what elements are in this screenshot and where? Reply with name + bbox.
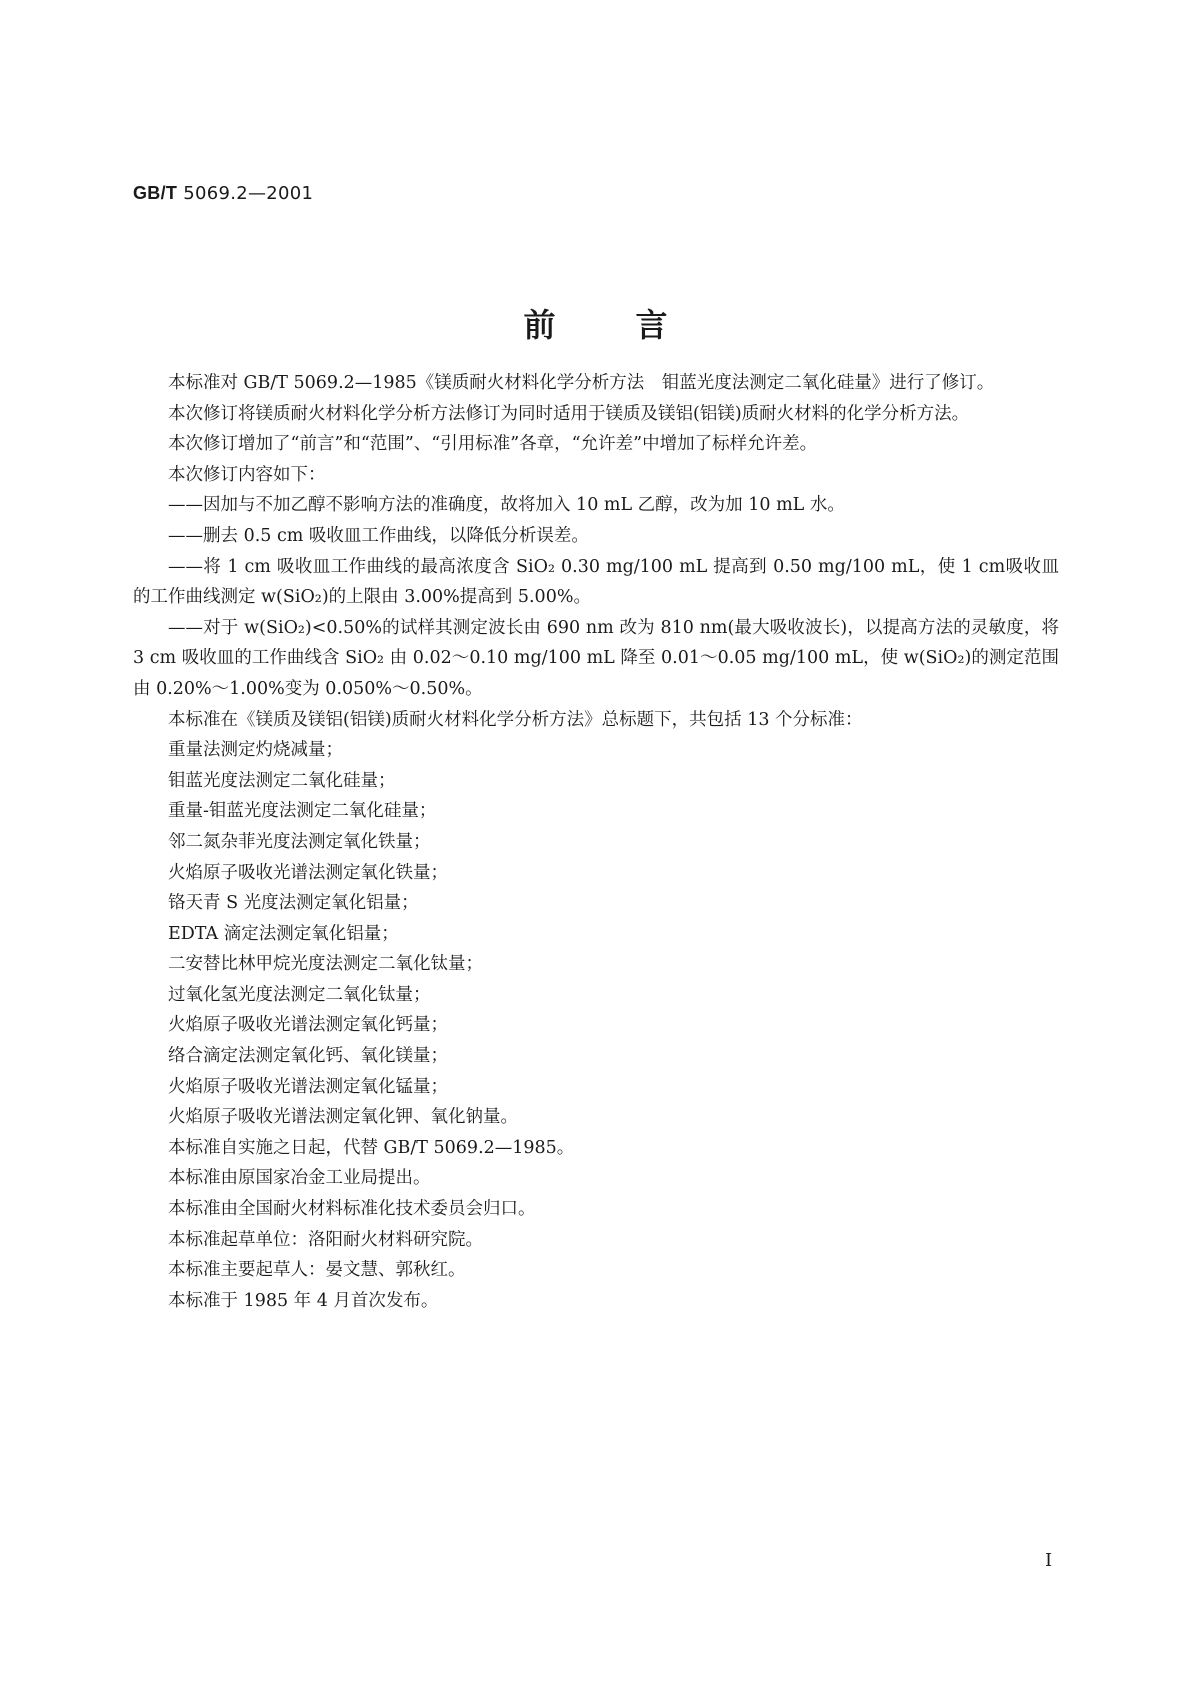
- revision-item: ——删去 0.5 cm 吸收皿工作曲线，以降低分析误差。: [168, 525, 589, 546]
- list-item: EDTA 滴定法测定氧化铝量；: [168, 923, 399, 944]
- standard-prefix: GB/T: [133, 183, 178, 203]
- list-item: 过氧化氢光度法测定二氧化钛量；: [168, 984, 431, 1005]
- title-char-2: 言: [635, 306, 668, 344]
- standard-header: [133, 183, 313, 204]
- list-item: 铬天青 S 光度法测定氧化铝量；: [168, 893, 419, 914]
- revision-item: ——因加与不加乙醇不影响方法的准确度，故将加入 10 mL 乙醇，改为加 10 mL 水。: [168, 495, 845, 516]
- list-item: 钼蓝光度法测定二氧化硅量；: [168, 770, 396, 791]
- paragraph: 本次修订将镁质耐火材料化学分析方法修订为同时适用于镁质及镁铝(铝镁)质耐火材料的化学分析方法。: [168, 403, 970, 424]
- paragraph: 本标准于 1985 年 4 月首次发布。: [168, 1290, 439, 1311]
- foreword-body: [133, 368, 1059, 1316]
- paragraph: 本标准自实施之日起，代替 GB/T 5069.2—1985。: [168, 1137, 575, 1158]
- paragraph: 本标准在《镁质及镁铝(铝镁)质耐火材料化学分析方法》总标题下，共包括 13 个分标准：: [168, 709, 863, 730]
- paragraph: 本标准由原国家冶金工业局提出。: [168, 1168, 431, 1189]
- list-item: 二安替比林甲烷光度法测定二氧化钛量；: [168, 954, 483, 975]
- paragraph: 本标准起草单位：洛阳耐火材料研究院。: [168, 1229, 483, 1250]
- paragraph: 本次修订内容如下：: [168, 464, 326, 485]
- revision-item: ——对于 w(SiO₂)<0.50%的试样其测定波长由 690 nm 改为 810 nm(最大吸收波长)，以提高方法的灵敏度，将 3 cm 吸收皿的工作曲线含 SiO₂ 由 0.02～0.10 mg/100 mL 降至 0.01～0.05 mg/100 mL，使 w(SiO₂)的测定范围由 0.20%～1.00%变为 0.050%～0.50%。: [133, 617, 1059, 699]
- list-item: 重量-钼蓝光度法测定二氧化硅量；: [168, 801, 437, 822]
- list-item: 火焰原子吸收光谱法测定氧化钾、氧化钠量。: [168, 1107, 518, 1128]
- paragraph: 本标准由全国耐火材料标准化技术委员会归口。: [168, 1199, 536, 1220]
- title-char-1: 前: [523, 306, 556, 344]
- revision-item: ——将 1 cm 吸收皿工作曲线的最高浓度含 SiO₂ 0.30 mg/100 mL 提高到 0.50 mg/100 mL，使 1 cm吸收皿的工作曲线测定 w(SiO₂)的上限由 3.00%提高到 5.00%。: [133, 556, 1059, 608]
- standard-number: 5069.2—2001: [183, 183, 314, 204]
- list-item: 火焰原子吸收光谱法测定氧化锰量；: [168, 1076, 448, 1097]
- page-title: [0, 300, 1191, 346]
- paragraph: 本标准主要起草人：晏文慧、郭秋红。: [168, 1260, 466, 1281]
- list-item: 邻二氮杂菲光度法测定氧化铁量；: [168, 831, 431, 852]
- list-item: 火焰原子吸收光谱法测定氧化铁量；: [168, 862, 448, 883]
- paragraph: 本次修订增加了“前言”和“范围”、“引用标准”各章，“允许差”中增加了标样允许差。: [168, 434, 818, 455]
- list-item: 络合滴定法测定氧化钙、氧化镁量；: [168, 1046, 448, 1067]
- list-item: 火焰原子吸收光谱法测定氧化钙量；: [168, 1015, 448, 1036]
- page-number: I: [1045, 1550, 1053, 1571]
- list-item: 重量法测定灼烧减量；: [168, 740, 343, 761]
- paragraph: 本标准对 GB/T 5069.2—1985《镁质耐火材料化学分析方法 钼蓝光度法测定二氧化硅量》进行了修订。: [168, 373, 995, 393]
